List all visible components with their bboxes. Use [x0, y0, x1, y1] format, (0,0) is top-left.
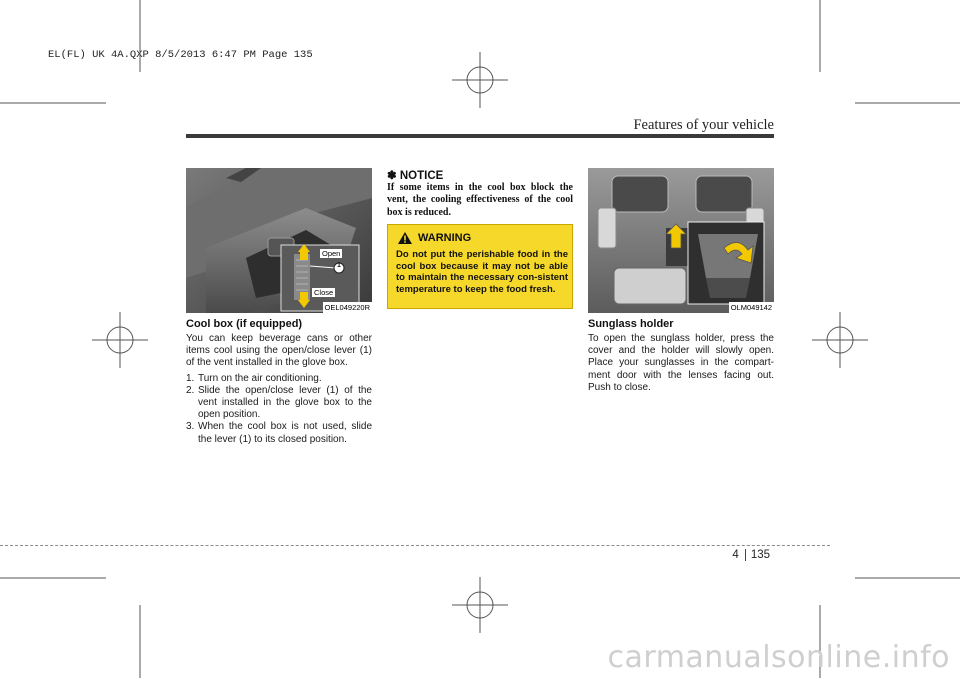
registration-mark-bottom: [452, 577, 508, 633]
page-number-value: 135: [750, 549, 770, 561]
warning-text: Do not put the perishable food in the cool box because it may not be able to maintain the necessary con-sistent temperature to keep the food fresh.: [396, 249, 568, 295]
callout-open: Open: [322, 249, 341, 258]
notice-section: [387, 168, 573, 219]
warning-heading: WARNING: [398, 232, 471, 244]
sunglass-section: [588, 318, 774, 394]
section-rule: [186, 134, 774, 138]
print-slug: EL(FL) UK 4A.QXP 8/5/2013 6:47 PM Page 135: [48, 49, 313, 61]
page-number: [732, 549, 770, 561]
registration-mark-left: [92, 312, 148, 368]
chapter-number: 4: [732, 549, 745, 561]
cool-box-photo: [186, 168, 372, 313]
sunglass-photo: [588, 168, 774, 313]
list-item: 3. When the cool box is not used, slide the lever (1) to its closed position.: [186, 421, 372, 445]
list-item: 1. Turn on the air conditioning.: [186, 372, 322, 384]
watermark: carmanualsonline.info: [607, 640, 950, 675]
sunglass-title: Sunglass holder: [588, 318, 674, 330]
notice-symbol-icon: ✽: [387, 170, 397, 182]
registration-mark-right: [812, 312, 868, 368]
list-item: 2. Slide the open/close lever (1) of the vent installed in the glove box to the open position.: [186, 384, 372, 421]
registration-mark-top: [452, 52, 508, 108]
notice-heading: ✽ NOTICE: [387, 170, 444, 182]
notice-text: If some items in the cool box block the vent, the cooling effectiveness of the cool box is reduced.: [387, 182, 573, 218]
glove-box-illustration: [186, 168, 372, 313]
cool-box-steps: [186, 373, 372, 446]
callout-close: Close: [314, 288, 334, 297]
cool-box-section: [186, 318, 372, 446]
cool-box-intro: You can keep beverage cans or other items cool using the open/close lever (1) of the vent installed in the glove box.: [186, 333, 372, 369]
footer-rule: [0, 545, 830, 546]
sunglass-text: To open the sunglass holder, press the cover and the holder will slowly open. Place your sunglasses in the compart-ment door with the lenses facing out. Push to close.: [588, 333, 774, 393]
sunglass-holder-illustration: [588, 168, 774, 313]
callout-number: 1: [337, 262, 341, 269]
warning-box: [387, 224, 573, 309]
cool-box-title: Cool box (if equipped): [186, 318, 303, 330]
image-code: OEL049220R: [324, 303, 370, 312]
section-title: Features of your vehicle: [633, 117, 774, 133]
image-code: OLM049142: [730, 303, 772, 312]
warning-triangle-icon: [398, 232, 412, 244]
